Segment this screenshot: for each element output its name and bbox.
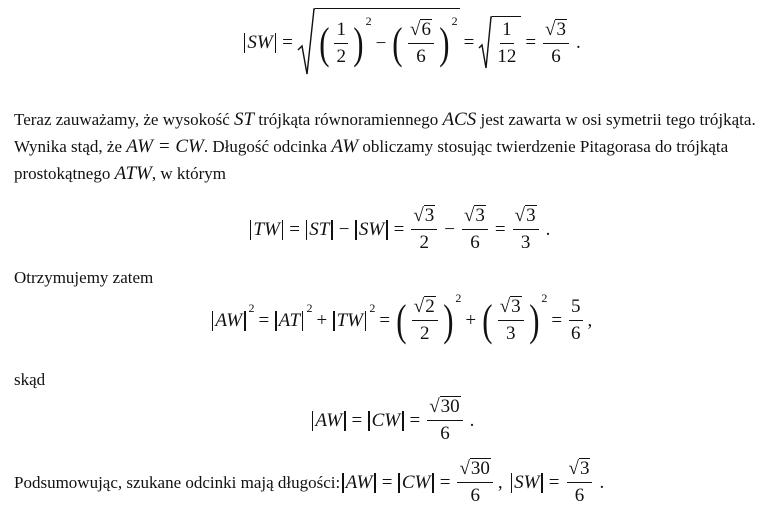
- paragraph-height-symmetry: Teraz zauważamy, że wysokość ST trójkąta równoramiennego ACS jest zawarta w osi symetrii tego trójkąta. Wynika stąd, że AW = CW. Długość odcinka AW obliczamy stosując twierdzenie Pitagorasa do trójkąta prostokątnego ATW, w którym: [14, 109, 756, 184]
- equation-aw-cw: AW = CW = √ 30 6 .: [310, 396, 474, 445]
- equation-aw-squared: AW 2 = AT 2 + TW 2 = ( √ 2 2 ) 2 + ( √ 3 3 ) 2 = $\frac{5}{6}$ ,: [210, 296, 592, 345]
- equation-tw-length: TW = ST − SW = √ 3 2 − √ 3 6 = √ 3 3 .: [248, 205, 550, 254]
- summary-line: Podsumowując, szukane odcinki mają długości: AW = CW = √ 30 6 , SW = √ 3 6 .: [14, 458, 605, 506]
- radical-sign-icon: [478, 16, 492, 70]
- big-square-root: ( $\frac{1}{2}$ ) 2 − ( √ 6 6 ) 2: [297, 8, 460, 78]
- result-root3-over-6: √ 3 6: [543, 19, 569, 68]
- fraction-one-half: $\frac{1}{2}$: [336, 19, 346, 67]
- equation-sw-length: SW = ( $\frac{1}{2}$ ) 2 − ( √ 6 6 ) 2 = $\frac{1}{12}$ = √ 3 6 .: [242, 8, 581, 78]
- radical-sign-icon: [297, 8, 315, 78]
- square-root-one-twelfth: $\frac{1}{12}$: [478, 16, 521, 70]
- paragraph-we-obtain: Otrzymujemy zatem: [14, 268, 154, 287]
- equals-sign: =: [282, 32, 293, 53]
- paragraph-hence: skąd: [14, 370, 46, 389]
- segment-sw: SW: [247, 32, 273, 53]
- fraction-root6-over-6: √ 6 6: [408, 19, 434, 68]
